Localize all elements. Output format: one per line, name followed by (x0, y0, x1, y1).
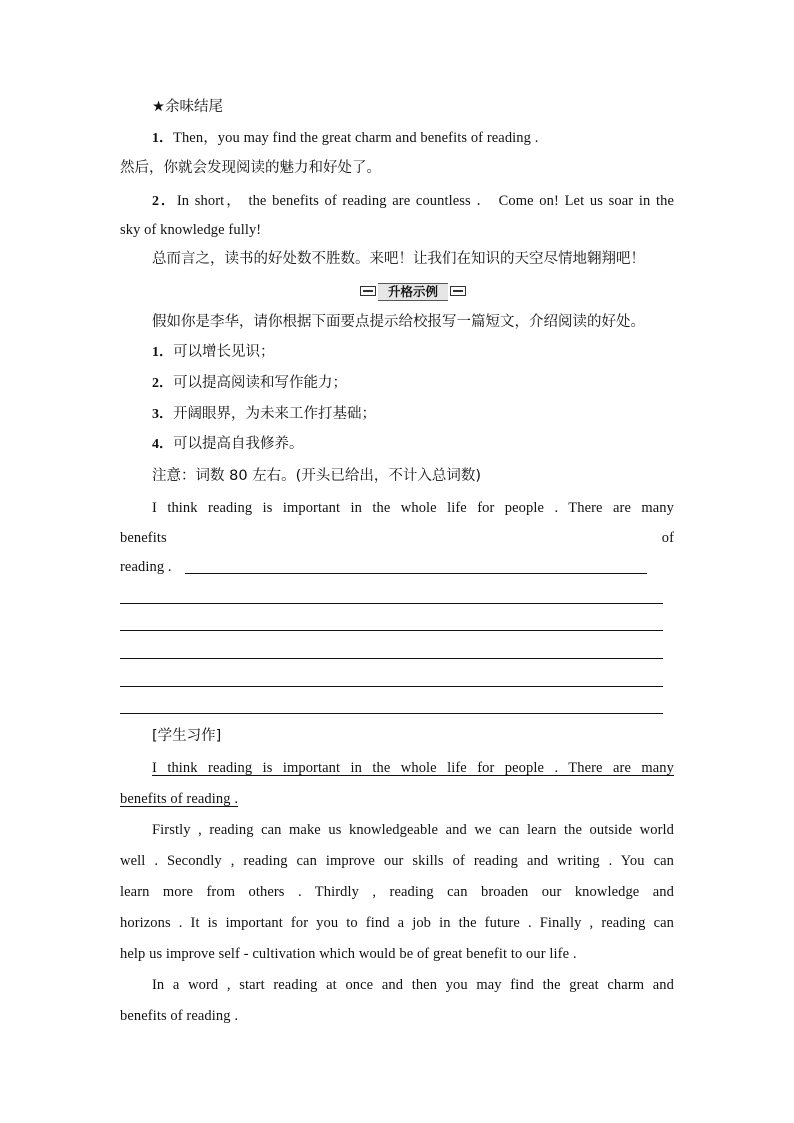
item-text: In short， the benefits of reading are countless ． Come on! Let us soar in the (176, 193, 674, 209)
banner-right-ornament (450, 286, 466, 296)
essay-para2-line1: Firstly , reading can make us knowledgeable and we can learn the outside world (152, 822, 674, 838)
essay-para3-line1: In a word , start reading at once and then you may find the great charm and (152, 977, 674, 993)
essay-para2-line4: horizons . It is important for you to find a job in the future . Finally , reading can (120, 915, 674, 931)
task-point-4 (152, 434, 706, 455)
item-number: 2． (152, 194, 177, 209)
point-text: 开阔眼界，为未来工作打基础； (173, 406, 376, 422)
point-number: 1． (152, 345, 173, 360)
task-point-1 (152, 342, 706, 363)
ending-item-2-cn: 总而言之，读书的好处数不胜数。来吧！让我们在知识的天空尽情地翱翔吧！ (152, 251, 645, 267)
banner-label: 升格示例 (378, 283, 448, 301)
essay-para3-line2: benefits of reading . (120, 1008, 239, 1024)
ending-item-1-en (152, 128, 706, 149)
opening-line-2-left: benefits (120, 530, 167, 546)
point-text: 可以增长见识； (173, 344, 275, 360)
example-banner (360, 283, 466, 299)
point-number: 2． (152, 376, 173, 391)
opening-line-3: reading . (120, 559, 172, 575)
writing-blank-line[interactable] (120, 713, 663, 714)
essay-para2-line5: help us improve self - cultivation which would be of great benefit to our life . (120, 946, 577, 962)
writing-blank-line[interactable] (120, 658, 663, 659)
point-text: 可以提高自我修养。 (173, 436, 304, 452)
point-text: 可以提高阅读和写作能力； (173, 375, 347, 391)
point-number: 4． (152, 437, 173, 452)
writing-blank-line[interactable] (120, 686, 663, 687)
task-point-2 (152, 373, 706, 394)
opening-line-1: I think reading is important in the whole life for people . There are many (152, 500, 674, 516)
essay-opening-line-2: benefits of reading . (120, 791, 239, 807)
essay-opening-line-1: I think reading is important in the whole life for people . There are many (152, 760, 674, 776)
word-count-note: 注意：词数 80 左右。(开头已给出，不计入总词数) (152, 468, 481, 484)
essay-para2-line3: learn more from others . Thirdly , reading can broaden our knowledge and (120, 884, 674, 900)
opening-line-2-right: of (661, 530, 674, 546)
task-point-3 (152, 404, 706, 425)
writing-blank-line[interactable] (120, 630, 663, 631)
ending-item-2-en-line1 (152, 191, 674, 212)
writing-blank-line[interactable] (120, 603, 663, 604)
point-number: 3． (152, 407, 173, 422)
ending-item-1-cn: 然后，你就会发现阅读的魅力和好处了。 (120, 160, 381, 176)
banner-left-ornament (360, 286, 376, 296)
ending-item-2-en-line2: sky of knowledge fully! (120, 222, 262, 238)
writing-blank-line[interactable] (185, 573, 647, 574)
task-prompt: 假如你是李华，请你根据下面要点提示给校报写一篇短文，介绍阅读的好处。 (152, 314, 645, 330)
section-heading: ★余味结尾 (152, 99, 223, 115)
student-essay-label: [学生习作] (152, 728, 222, 744)
essay-para2-line2: well . Secondly , reading can improve our skills of reading and writing . You can (120, 853, 674, 869)
item-text: Then，you may find the great charm and benefits of reading . (173, 130, 539, 146)
item-number: 1． (152, 131, 173, 146)
